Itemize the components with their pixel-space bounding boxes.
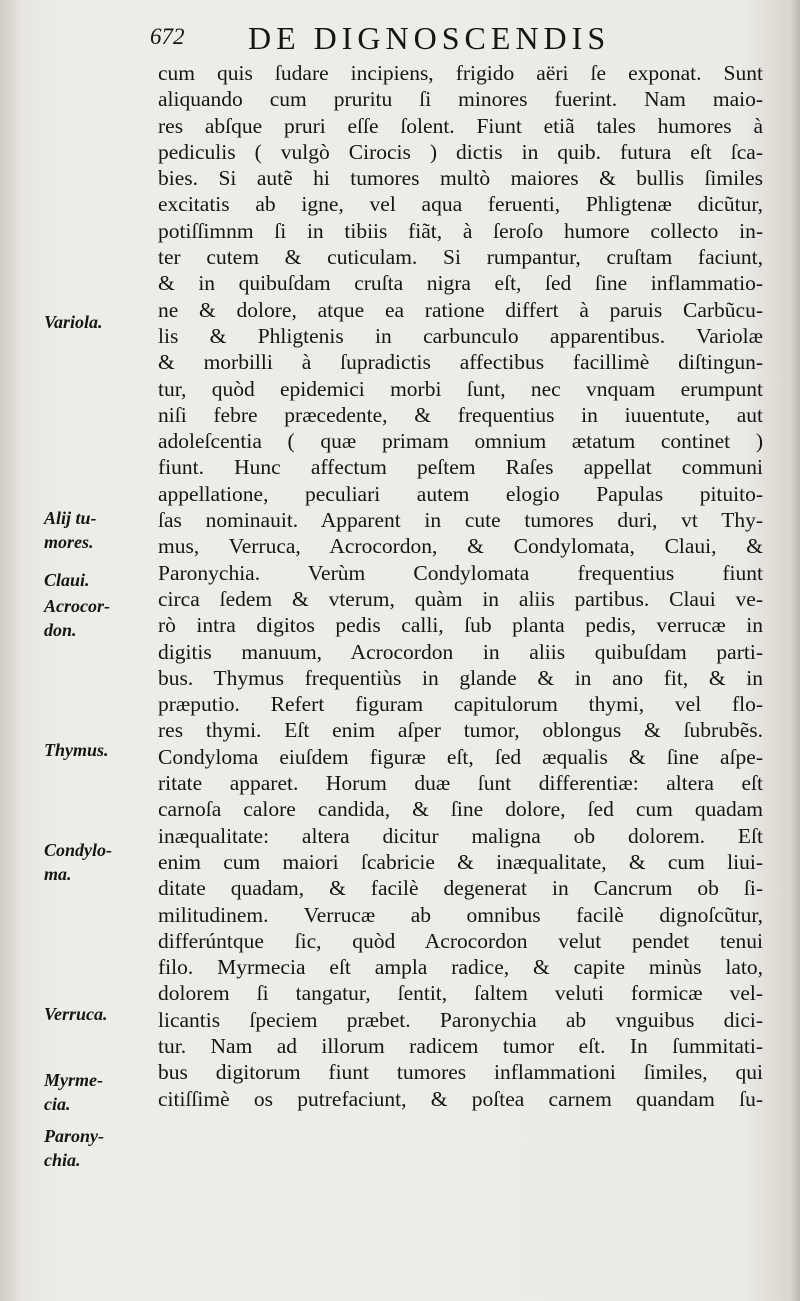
- margin-note-line: Acrocor-: [44, 596, 110, 616]
- text-line: aliquando cum pruritu ſi minores fuerint. Nam maio-: [158, 87, 763, 112]
- margin-note-myrmecia: [44, 1068, 150, 1116]
- text-line: ritate apparet. Horum duæ ſunt differentiæ: altera eſt: [158, 771, 763, 796]
- text-line: bus digitorum fiunt tumores inflammationi ſimiles, qui: [158, 1060, 763, 1085]
- main-text-block: [158, 60, 763, 1112]
- margin-note-claui: [44, 568, 150, 592]
- text-line: rò intra digitos pedis calli, ſub planta pedis, verrucæ in: [158, 613, 763, 638]
- text-line: citiſſimè os putrefaciunt, & poſtea carnem quandam ſu-: [158, 1086, 763, 1111]
- text-line: lis & Phligtenis in carbunculo apparentibus. Variolæ: [158, 323, 763, 348]
- text-line: bies. Si autẽ hi tumores multò maiores & bullis ſimiles: [158, 166, 763, 191]
- text-line: ditate quadam, & facilè degenerat in Cancrum ob ſi-: [158, 876, 763, 901]
- text-line: niſi febre præcedente, & frequentius in iuuentute, aut: [158, 402, 763, 427]
- margin-note-line: don.: [44, 620, 77, 640]
- text-line: bus. Thymus frequentiùs in glande & in ano fit, & in: [158, 665, 763, 690]
- margin-note-verruca: [44, 1002, 150, 1026]
- margin-note-line: Verruca.: [44, 1004, 108, 1024]
- text-line: tur, quòd epidemici morbi ſunt, nec vnquam erumpunt: [158, 376, 763, 401]
- text-line: filo. Myrmecia eſt ampla radice, & capite minùs lato,: [158, 955, 763, 980]
- margin-note-line: ma.: [44, 864, 72, 884]
- text-line: res abſque pruri eſſe ſolent. Fiunt etiã tales humores à: [158, 113, 763, 138]
- running-head: DE DIGNOSCENDIS: [248, 20, 611, 56]
- text-line: res thymi. Eſt enim aſper tumor, oblongus & ſubrubẽs.: [158, 718, 763, 743]
- text-line: militudinem. Verrucæ ab omnibus facilè dignoſcũtur,: [158, 902, 763, 927]
- margin-note-line: Variola.: [44, 312, 103, 332]
- margin-note-thymus: [44, 738, 150, 762]
- text-line: ter cutem & cuticulam. Si rumpantur, cruſtam faciunt,: [158, 245, 763, 270]
- margin-note-line: cia.: [44, 1094, 71, 1114]
- margin-note-acrocordon: [44, 594, 150, 642]
- text-line: carnoſa calore candida, & ſine dolore, ſed cum quadam: [158, 797, 763, 822]
- text-line: mus, Verruca, Acrocordon, & Condylomata, Claui, &: [158, 534, 763, 559]
- text-line: digitis manuum, Acrocordon in aliis quibuſdam parti-: [158, 639, 763, 664]
- text-line: differúntque ſic, quòd Acrocordon velut pendet tenui: [158, 928, 763, 953]
- margin-note-line: Thymus.: [44, 740, 109, 760]
- text-line: dolorem ſi tangatur, ſentit, ſaltem veluti formicæ vel-: [158, 981, 763, 1006]
- text-line: & morbilli à ſupradictis affectibus facillimè diſtingun-: [158, 350, 763, 375]
- margin-note-line: Alij tu-: [44, 508, 97, 528]
- text-line: tur. Nam ad illorum radicem tumor eſt. In ſummitati-: [158, 1033, 763, 1058]
- text-line: pediculis ( vulgò Cirocis ) dictis in quib. futura eſt ſca-: [158, 139, 763, 164]
- margin-note-alij-tumores: [44, 506, 150, 554]
- text-line: cum quis ſudare incipiens, frigido aëri ſe exponat. Sunt: [158, 61, 763, 85]
- text-line: inæqualitate: altera dicitur maligna ob dolorem. Eſt: [158, 823, 763, 848]
- text-line: Paronychia. Verùm Condylomata frequentius fiunt: [158, 560, 763, 585]
- margin-note-line: Parony-: [44, 1126, 104, 1146]
- page-number: 672: [150, 24, 185, 49]
- text-line: ſas nominauit. Apparent in cute tumores duri, vt Thy-: [158, 508, 763, 533]
- text-line: enim cum maiori ſcabricie & inæqualitate, & cum liui-: [158, 849, 763, 874]
- text-line: ne & dolore, atque ea ratione differt à paruis Carbũcu-: [158, 297, 763, 322]
- text-line: appellatione, peculiari autem elogio Papulas pituito-: [158, 481, 763, 506]
- text-line: licantis ſpeciem præbet. Paronychia ab vnguibus dici-: [158, 1007, 763, 1032]
- text-line: præputio. Refert figuram capitulorum thymi, vel flo-: [158, 692, 763, 717]
- margin-note-variola: [44, 310, 150, 334]
- margin-note-line: Condylo-: [44, 840, 113, 860]
- text-line: circa ſedem & vterum, quàm in aliis partibus. Claui ve-: [158, 586, 763, 611]
- margin-note-line: chia.: [44, 1150, 81, 1170]
- margin-note-paronychia: [44, 1124, 150, 1172]
- text-line: & in quibuſdam cruſta nigra eſt, ſed ſine inflammatio-: [158, 271, 763, 296]
- margin-note-condyloma: [44, 838, 150, 886]
- text-line: potiſſimnm ſi in tibiis fiãt, à ſeroſo humore collecto in-: [158, 218, 763, 243]
- margin-note-line: Claui.: [44, 570, 90, 590]
- margin-note-line: Myrme-: [44, 1070, 103, 1090]
- margin-note-line: mores.: [44, 532, 94, 552]
- text-line: Condyloma eiuſdem figuræ eſt, ſed æqualis & ſine aſpe-: [158, 744, 763, 769]
- text-line: fiunt. Hunc affectum peſtem Raſes appellat communi: [158, 455, 763, 480]
- text-line: adoleſcentia ( quæ primam omnium ætatum continet ): [158, 429, 763, 454]
- text-line: excitatis ab igne, vel aqua feruenti, Phligtenæ dicũtur,: [158, 192, 763, 217]
- page-header: [150, 18, 770, 58]
